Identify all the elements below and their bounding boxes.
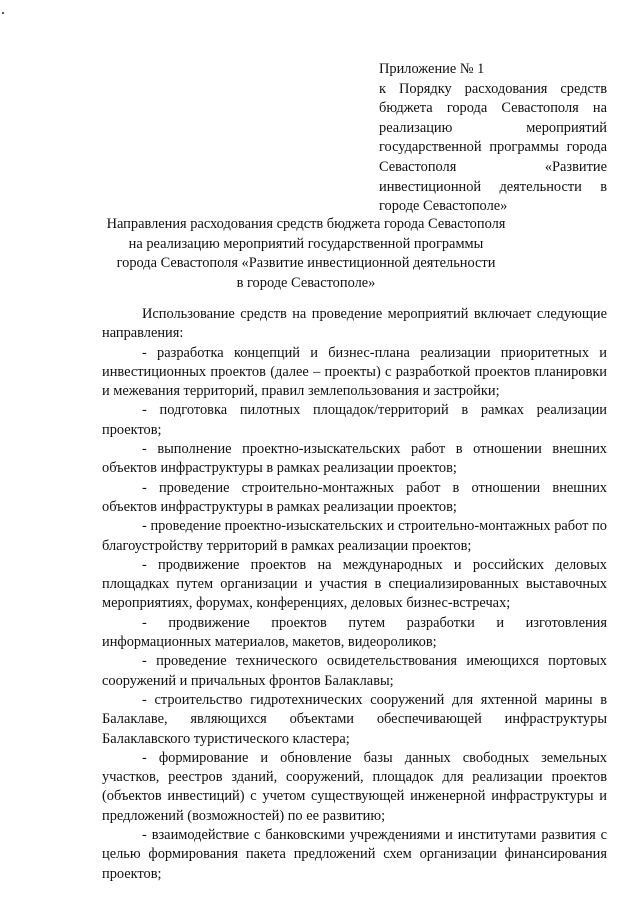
annex-block [379, 60, 607, 217]
list-item: - проведение строительно-монтажных работ в отношении внешних объектов инфраструктуры в рамках реализации проектов; [102, 479, 607, 515]
title-line: на реализацию мероприятий государственной программы [128, 235, 484, 252]
document-body [102, 305, 607, 884]
document-title [100, 215, 512, 293]
list-item: - подготовка пилотных площадок/территорий в рамках реализации проектов; [102, 402, 607, 438]
list-item: - продвижение проектов на международных и российских деловых площадках путем организации и участия в специализированных выставочных мероприятиях, форумах, конференциях, деловых бизнес-встречах; [102, 556, 607, 612]
list-item: - формирование и обновление базы данных свободных земельных участков, реестров зданий, сооружений, площадок для реализации проектов (объектов инвестиций) с учетом существующей инженерной инфраструктуры и предложений (возможностей) по ее развитию; [102, 749, 607, 824]
list-item: - выполнение проектно-изыскательских работ в отношении внешних объектов инфраструктуры в рамках реализации проектов; [102, 441, 607, 477]
scan-artifact [2, 12, 4, 14]
title-line: города Севастополя «Развитие инвестиционной деятельности [116, 255, 496, 272]
annex-text: к Порядку расходования средств бюджета города Севастополя на реализацию мероприятий государственной программы города Севастополя «Развитие инвестиционной деятельности в городе Севастополе» [379, 80, 607, 215]
list-item: - взаимодействие с банковскими учреждениями и институтами развития с целью формирования пакета предложений схем организации финансирования проектов; [102, 827, 607, 882]
intro-paragraph: Использование средств на проведение мероприятий включает следующие направления: [102, 306, 607, 342]
list-item: - разработка концепций и бизнес-плана реализации приоритетных и инвестиционных проектов (далее – проекты) с разработкой проектов планировки и межевания территорий, правил землепользования и застройки; [102, 344, 607, 400]
list-item: - строительство гидротехнических сооружений для яхтенной марины в Балаклаве, являющихся объектами обеспечивающей инфраструктуры Балаклавского туристического кластера; [102, 691, 607, 747]
annex-heading: Приложение № 1 [379, 61, 485, 77]
title-line: Направления расходования средств бюджета города Севастополя [106, 216, 506, 232]
list-item: - продвижение проектов путем разработки и изготовления информационных материалов, макетов, видеороликов; [102, 614, 607, 651]
list-item: - проведение проектно-изыскательских и строительно-монтажных работ по благоустройству территорий в рамках реализации проектов; [102, 518, 607, 554]
title-line: в городе Севастополе» [236, 274, 376, 291]
list-item: - проведение технического освидетельствования имеющихся портовых сооружений и причальных фронтов Балаклавы; [102, 653, 607, 689]
